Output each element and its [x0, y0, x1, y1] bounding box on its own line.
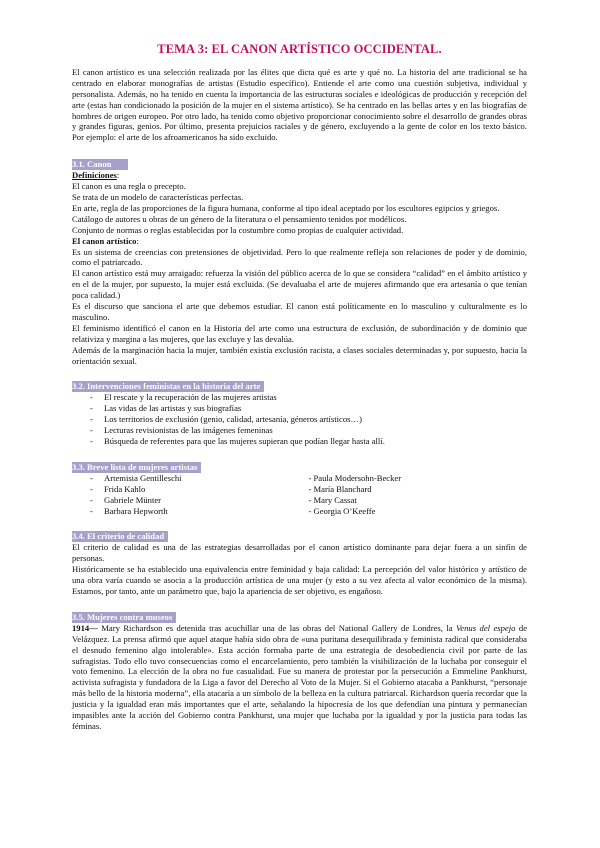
quality-paragraph: El criterio de calidad es una de las estrategias desarrolladas por el canon artístico dominante para dejar fuera a un sinfín de personas.	[72, 542, 527, 564]
definitions-label	[72, 170, 527, 181]
interventions-list	[72, 392, 527, 447]
quality-paragraph: Históricamente se ha establecido una equivalencia entre feminidad y baja calidad: La percepción del valor histórico y artístico de una obra varía cuando se asocia a la producción artística de una mujer (y esto a su vez afecta al valor económico de la misma). Estamos, por tanto, ante un parámetro que, bajo la apariencia de ser objetivo, es engañoso.	[72, 564, 527, 596]
list-item: - Paula Modersohn-Becker	[309, 473, 528, 484]
paragraph-text-2: de Velázquez. La prensa afirmó que aquel ataque había sido obra de «una puritana desequilibrada y feminista radical que consideraba el desnudo femenino algo intolerable». Esta acción formaba parte de una estrategia de desobediencia civil por parte de las sufragistas. Todo ello tuvo consecuencias como el encarcelamiento, pero también la visibilización de la luchaba por conseguir el voto femenino. La elección de la obra no fue casualidad. Fue su manera de protestar por la persecución a Emmeline Pankhurst, activista sufragista y fundadora de la Liga a favor del Derecho al Voto de la Mujer. Si el Gobierno atacaba a Pankhurst, “personaje más bello de la historia moderna”, ella atacaría a un símbolo de la belleza en la cultura patriarcal. Richardson quería recordar que la justicia y la igualdad eran más importantes que el arte, señalando la hipocresía de los que defendían una pintura y permanecían impasibles ante la acción del Gobierno contra Pankhurst, una mujer que luchaba por la igualdad y por la justicia para todas las féminas.	[72, 622, 528, 731]
year-label: 1914	[72, 622, 90, 633]
list-item: - Los territorios de exclusión (genio, calidad, artesanía, géneros artísticos…)	[90, 414, 527, 425]
list-item: - Gabriele Münter	[90, 495, 309, 506]
canon-paragraph: Es un sistema de creencias con pretensiones de objetividad. Pero lo que realmente refleja son relaciones de poder y de dominio, como el patriarcado.	[72, 246, 527, 268]
list-item: - Las vidas de las artistas y sus biografías	[90, 403, 527, 414]
section-quality	[72, 525, 527, 542]
canon-paragraph: El feminismo identificó el canon en la Historia del arte como una estructura de exclusión, de subordinación y de dominio que relativiza y margina a las mujeres, que las excluye y las devalúa.	[72, 322, 527, 344]
definition-item: En arte, regla de las proporciones de la figura humana, conforme al tipo ideal aceptado por los escultores egipcios y griegos.	[72, 202, 500, 213]
section-heading: 3.2. Intervenciones feministas en la historia del arte	[72, 381, 264, 392]
intro-paragraph: El canon artístico es una selección realizada por las élites que dicta qué es arte y qué no. La historia del arte tradicional se ha centrado en elaborar monografías de artistas (Estudio específico). Entiende el arte como una cuestión subjetiva, individual y personalista. Además, no ha tenido en cuenta la importancia de las estructuras sociales e ideológicas de producción y recepción del arte (estas han condicionado la posición de la mujer en el sistema artístico). Se ha centrado en las bellas artes y en las biografías de hombres de origen europeo. Por otro lado, ha tenido como objetivo proporcionar conocimiento sobre el desarrollo de grandes obras y grandes figuras, genios. Por último, presenta prejuicios raciales y de género, excluyendo a la gente de color en los texto básico. Por ejemplo: el arte de los afroamericanos ha sido excluido.	[72, 66, 527, 143]
section-heading: 3.5. Mujeres contra museos	[72, 612, 176, 623]
definition-item: Se trata de un modelo de características perfectas.	[72, 191, 244, 202]
list-item: - Artemisia Gentilleschi	[90, 473, 309, 484]
definitions-title: Definiciones	[72, 170, 117, 181]
paragraph-text-1: Mary Richardson es detenida tras acuchillar una de las obras del National Gallery de Londres, la	[101, 622, 457, 633]
section-heading: 3.3. Breve lista de mujeres artistas	[72, 462, 201, 473]
definition-item: Catálogo de autores u obras de un género de la literatura o el pensamiento tenidos por modélicos.	[72, 213, 407, 224]
section-artists	[72, 456, 527, 473]
canon-artistico-label	[72, 236, 527, 247]
section-museums	[72, 606, 527, 623]
list-item: - Frida Kahlo	[90, 484, 309, 495]
definition-item: El canon es una regla o precepto.	[72, 181, 186, 192]
section-heading: 3.4. El criterio de calidad	[72, 531, 168, 542]
section-heading: 3.1. Canon	[72, 159, 128, 170]
canon-paragraph: Es el discurso que sanciona el arte que debemos estudiar. El canon está políticamente en lo masculino y culturalmente es lo masculino.	[72, 301, 527, 322]
artists-columns	[72, 473, 527, 517]
list-item: - Mary Cassat	[309, 495, 528, 506]
artists-right-list	[309, 473, 528, 517]
canon-artistico-title: El canon artístico	[72, 235, 137, 246]
year-dash: —	[89, 622, 102, 633]
canon-paragraph: Además de la marginación hacia la mujer, también existía exclusión racista, a clases sociales determinadas y, por supuesto, hacia la orientación sexual.	[72, 344, 527, 366]
document-page	[72, 44, 527, 732]
list-item: - Barbara Hepworth	[90, 506, 309, 517]
definitions-colon: :	[116, 170, 120, 181]
section-canon	[72, 153, 527, 170]
definition-item: Conjunto de normas o reglas establecidas por la costumbre como propias de cualquier actividad.	[72, 224, 404, 235]
list-item: - Georgia O’Keeffe	[309, 506, 528, 517]
section-interventions	[72, 375, 527, 392]
list-item: - María Blanchard	[309, 484, 528, 495]
page-title: TEMA 3: EL CANON ARTÍSTICO OCCIDENTAL.	[157, 42, 442, 56]
canon-paragraph: El canon artístico está muy arraigado: refuerza la visión del público acerca de lo que se considera “calidad” en el ámbito artístico y en el de la mujer, por supuesto, la mujer está excluida. (Se devaluaba el arte de mujeres afirmando que era artesanía o que tenían poca calidad.)	[72, 268, 527, 301]
artwork-title: Venus del espejo	[456, 622, 516, 633]
list-item: - Lecturas revisionistas de las imágenes femeninas	[90, 425, 527, 436]
artists-left-list	[72, 473, 309, 517]
museums-paragraph	[72, 623, 527, 732]
list-item: - El rescate y la recuperación de las mujeres artistas	[90, 392, 527, 403]
list-item: - Búsqueda de referentes para que las mujeres supieran que podían llegar hasta allí.	[90, 436, 527, 447]
canon-artistico-colon: :	[136, 235, 139, 246]
